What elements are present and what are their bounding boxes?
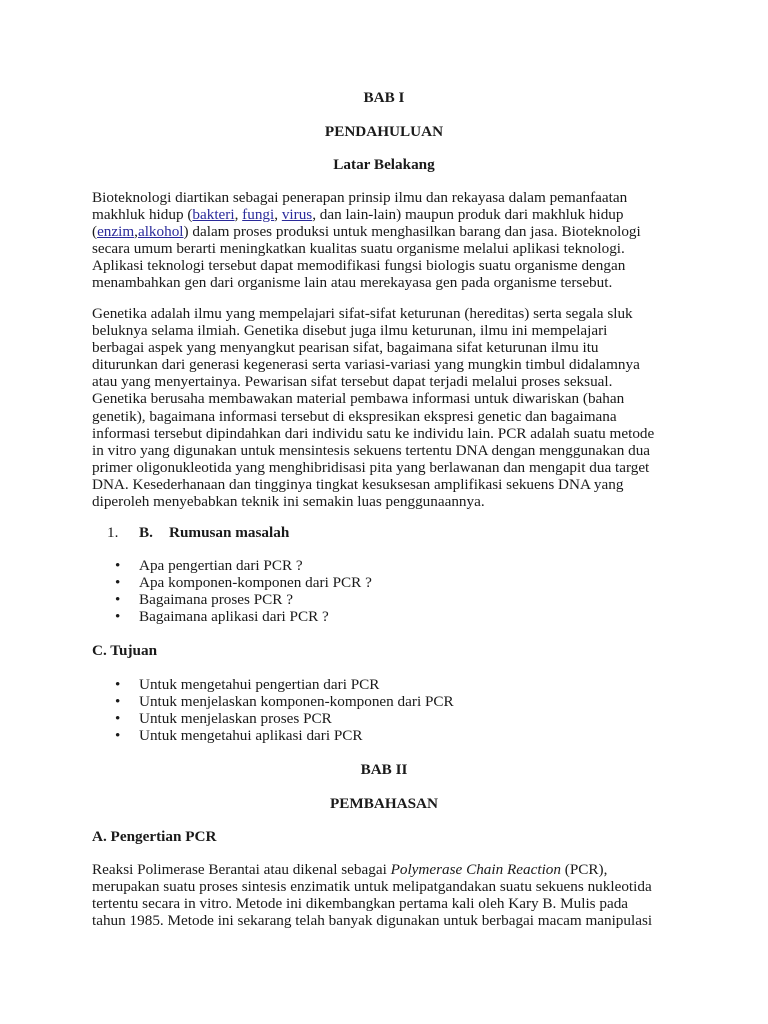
text-fragment: ) dalam proses produksi untuk menghasilkan barang dan jasa. Bioteknologi: [183, 223, 641, 241]
paragraph-line: [92, 206, 692, 223]
list-item: [92, 693, 454, 710]
list-item-text: Untuk mengetahui pengertian dari PCR: [139, 676, 380, 693]
list-item: [92, 727, 454, 744]
chapter-title-bab2: BAB II: [360, 761, 408, 778]
list-item: [92, 574, 372, 591]
bullet-icon: •: [115, 574, 121, 592]
paragraph-line: [92, 223, 692, 240]
list-item-text: Untuk mengetahui aplikasi dari PCR: [139, 727, 363, 745]
link-bakteri[interactable]: bakteri: [192, 206, 235, 224]
list-number: 1.: [107, 524, 119, 541]
paragraph-line: secara umum berarti meningkatkan kualitas suatu organisme melalui aplikasi teknologi.: [92, 240, 625, 258]
list-tujuan: [92, 676, 454, 744]
paragraph-line: berbagai aspek yang menyangkut pearisan sifat, bagaimana sifat keturunan ilmu itu: [92, 339, 599, 357]
paragraph-line: diturunkan dari generasi kegenerasi serta variasi-variasi yang mungkin timbul didalamnya: [92, 356, 640, 374]
section-heading-pengertian-pcr: A. Pengertian PCR: [92, 828, 217, 845]
bullet-icon: •: [115, 608, 121, 626]
chapter-title-bab1: BAB I: [363, 89, 405, 106]
list-item: [92, 557, 372, 574]
list-item-text: Apa pengertian dari PCR ?: [139, 557, 303, 574]
list-item-text: Bagaimana proses PCR ?: [139, 591, 293, 609]
bullet-icon: •: [115, 557, 121, 574]
text-fragment: , dan lain-lain) maupun produk dari makhluk hidup: [312, 206, 624, 224]
text-fragment: (PCR),: [561, 861, 608, 878]
chapter-subtitle-pembahasan: PEMBAHASAN: [329, 795, 438, 812]
text-fragment: ,: [234, 206, 243, 224]
paragraph-pengertian-pcr: [92, 861, 692, 929]
section-title: Rumusan masalah: [169, 524, 290, 541]
bullet-icon: •: [115, 727, 121, 745]
text-fragment: (: [92, 223, 98, 241]
paragraph-line: primer oligonukleotida yang menghibridisasi pita yang berlawanan dan mengapit dua target: [92, 458, 650, 476]
bullet-icon: •: [115, 676, 121, 693]
list-rumusan-masalah: [92, 557, 372, 625]
italic-term: Polymerase Chain Reaction: [390, 861, 561, 878]
paragraph-line: Genetika adalah ilmu yang mempelajari sifat-sifat keturunan (hereditas) serta segala sluk: [92, 305, 633, 322]
list-item: [92, 710, 454, 727]
list-item: [92, 608, 372, 625]
chapter-subtitle-pendahuluan: PENDAHULUAN: [324, 123, 444, 140]
paragraph-line: [92, 861, 692, 878]
paragraph-line: Bioteknologi diartikan sebagai penerapan prinsip ilmu dan rekayasa dalam pemanfaatan: [92, 189, 628, 206]
link-enzim[interactable]: enzim: [97, 223, 135, 241]
list-item-text: Bagaimana aplikasi dari PCR ?: [139, 608, 329, 626]
paragraph-line: DNA. Kesederhanaan dan tingginya tingkat kesuksesan amplifikasi sekuens DNA yang: [92, 475, 624, 493]
link-virus[interactable]: virus: [281, 206, 313, 224]
paragraph-line: beluknya selama ilmiah. Genetika disebut juga ilmu keturunan, ilmu ini mempelajari: [92, 322, 608, 340]
list-item-text: Untuk menjelaskan proses PCR: [139, 710, 332, 728]
text-fragment: makhluk hidup (: [92, 206, 193, 224]
list-item-text: Untuk menjelaskan komponen-komponen dari PCR: [139, 693, 454, 711]
link-alkohol[interactable]: alkohol: [137, 223, 184, 241]
paragraph-line: tahun 1985. Metode ini sekarang telah banyak digunakan untuk berbagai macam manipulasi: [92, 912, 653, 930]
section-heading-rumusan-masalah: [107, 524, 289, 542]
link-fungi[interactable]: fungi: [242, 206, 275, 224]
bullet-icon: •: [115, 591, 121, 609]
list-item: [92, 676, 454, 693]
bullet-icon: •: [115, 710, 121, 728]
paragraph-line: in vitro yang digunakan untuk mensintesis sekuens tertentu DNA dengan menggunakan dua: [92, 441, 651, 459]
paragraph-line: tertentu secara in vitro. Metode ini dikembangkan pertama kali oleh Kary B. Mulis pada: [92, 895, 629, 913]
paragraph-line: genetik), bagaimana informasi tersebut di ekspresikan ekspresi genetic dan bagaimana: [92, 407, 617, 425]
section-heading-latar-belakang: Latar Belakang: [333, 156, 435, 173]
bullet-icon: •: [115, 693, 121, 711]
paragraph-line: diperoleh menyebabkan teknik ini semakin luas penggunaannya.: [92, 493, 485, 511]
text-fragment: Reaksi Polimerase Berantai atau dikenal sebagai: [92, 861, 391, 878]
section-heading-tujuan: C. Tujuan: [92, 642, 158, 659]
text-fragment: ,: [134, 223, 138, 241]
list-item: [92, 591, 372, 608]
paragraph-line: informasi tersebut dipindahkan dari individu satu ke individu lain. PCR adalah suatu metode: [92, 424, 655, 442]
paragraph-bioteknologi: [92, 189, 692, 292]
paragraph-line: Aplikasi teknologi tersebut dapat memodifikasi fungsi biologis suatu organisme dengan: [92, 257, 626, 275]
paragraph-genetika: [92, 305, 692, 510]
text-fragment: ,: [274, 206, 282, 224]
list-item-text: Apa komponen-komponen dari PCR ?: [139, 574, 372, 592]
section-letter: B.: [139, 524, 153, 541]
paragraph-line: merupakan suatu proses sintesis enzimatik untuk melipatgandakan suatu sekuens nukleotida: [92, 878, 652, 896]
paragraph-line: Genetika berusaha membawakan material pembawa informasi untuk diwariskan (bahan: [92, 390, 625, 408]
paragraph-line: menambahkan gen dari organisme lain atau merekayasa gen pada organisme tersebut.: [92, 274, 613, 292]
paragraph-line: atau yang menyertainya. Pewarisan sifat tersebut dapat terjadi melalui proses seksual.: [92, 373, 613, 391]
